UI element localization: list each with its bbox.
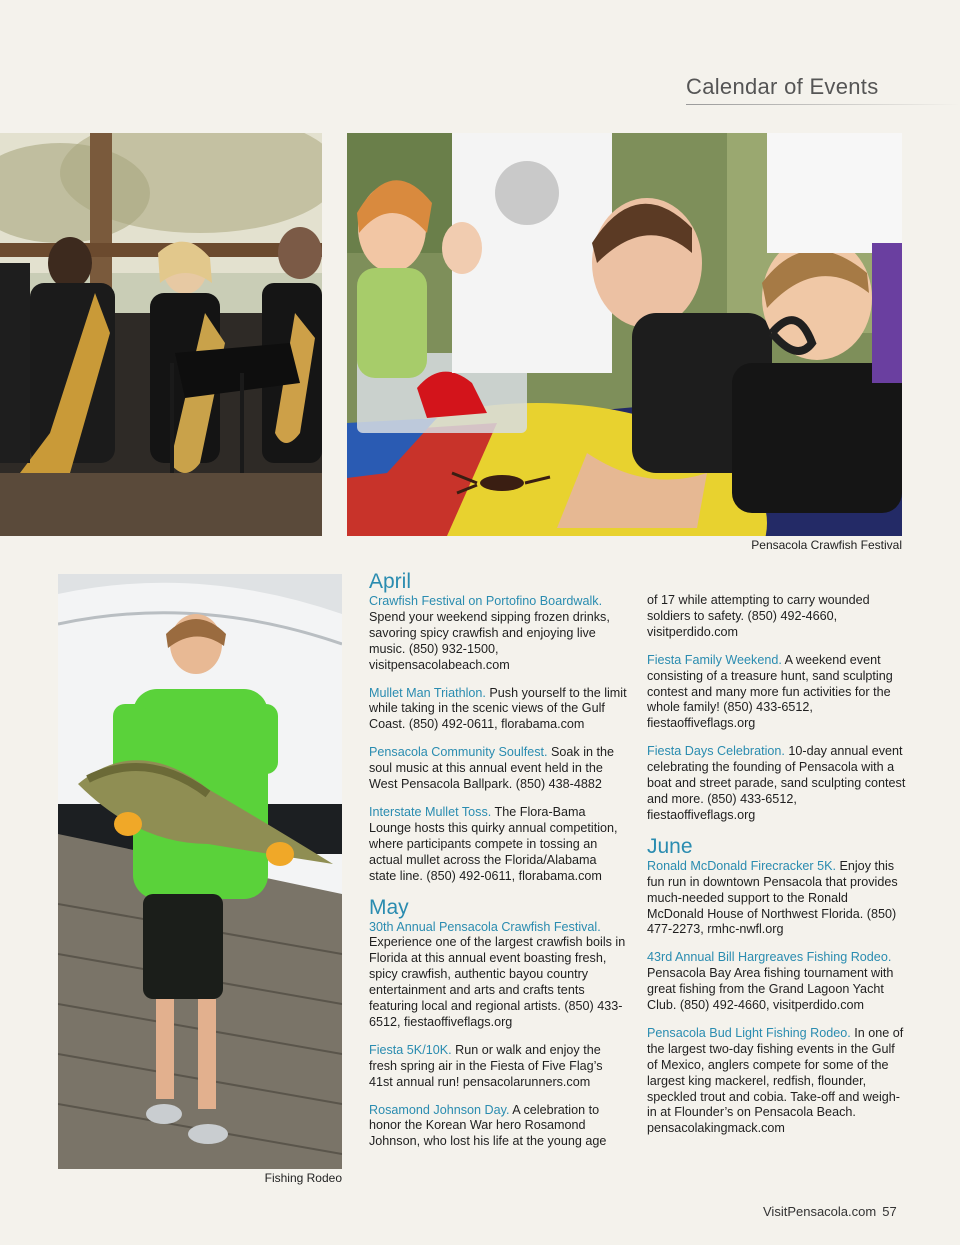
event-item	[647, 653, 907, 733]
event-description: Enjoy this fun run in downtown Pensacola that provides much-needed support to the Ronald McDonald House of Northwest Florida. (850) 477-2273, rmhc-nwfl.org	[647, 858, 898, 937]
event-description: Push yourself to the limit while taking in the scenic views of the Gulf Coast. (850) 492-0611, florabama.com	[369, 685, 627, 732]
event-item-continued	[647, 593, 907, 641]
month-heading-may: May	[369, 895, 409, 919]
event-description: Experience one of the largest crawfish boils in Florida at this annual event boasting fresh, spicy crawfish, authentic bayou country entertainment and arts and crafts tents featuring local and regional artists. (850) 433-6512, fiestaoffiveflags.org	[369, 935, 626, 1029]
event-description: A weekend event consisting of a treasure hunt, sand sculpting contest and many more fun activities for the whole family! (850) 433-6512, fiestaoffiveflags.org	[647, 652, 893, 731]
event-name: Interstate Mullet Toss.	[369, 804, 492, 819]
event-name: 30th Annual Pensacola Crawfish Festival.	[369, 919, 601, 934]
events-column-right	[647, 593, 907, 1149]
events-column-left	[369, 571, 627, 1162]
event-name: Fiesta 5K/10K.	[369, 1042, 452, 1057]
event-item	[369, 745, 627, 793]
crawfish-festival-photo	[347, 133, 902, 536]
event-name: Rosamond Johnson Day.	[369, 1102, 510, 1117]
event-item	[369, 1103, 627, 1151]
event-name: Crawfish Festival on Portofino Boardwalk.	[369, 594, 603, 608]
event-name: Mullet Man Triathlon.	[369, 685, 486, 700]
page-title: Calendar of Events	[686, 74, 879, 99]
event-item	[369, 1043, 627, 1091]
title-rule	[686, 104, 960, 105]
event-item	[647, 859, 907, 939]
event-description: The Flora-Bama Lounge hosts this quirky annual competition, where participants compete in tossing an actual mullet across the Florida/Alabama state line. (850) 492-0611, florabama.com	[369, 804, 618, 883]
month-heading-april: April	[369, 570, 412, 593]
event-item	[647, 744, 907, 824]
fishing-rodeo-photo	[58, 574, 342, 1169]
event-name: Ronald McDonald Firecracker 5K.	[647, 858, 836, 873]
event-item	[647, 1026, 907, 1137]
event-description: 10-day annual event celebrating the founding of Pensacola with a boat and street parade, sand sculpting contest and more. (850) 433-6512, fiestaoffiveflags.org	[647, 744, 906, 822]
event-description: Spend your weekend sipping frozen drinks, savoring spicy crawfish and enjoying live music. (850) 932-1500, visitpensacolabeach.com	[369, 609, 610, 672]
band-photo	[0, 133, 322, 536]
event-description: Run or walk and enjoy the fresh spring air in the Fiesta of Five Flag’s 41st annual run! pensacolarunners.com	[369, 1042, 603, 1089]
event-item	[369, 594, 627, 674]
event-description: Soak in the soul music at this annual event held in the West Pensacola Ballpark. (850) 438-4882	[369, 745, 615, 792]
event-description: In one of the largest two-day fishing events in the Gulf of Mexico, anglers compete for some of the largest king mackerel, redfish, flounder, speckled trout and cobia. Take-off and weigh-in at Flounder’s on Pensacola Beach. pensacolakingmack.com	[647, 1025, 904, 1136]
event-name: Fiesta Days Celebration.	[647, 744, 785, 759]
event-description: of 17 while attempting to carry wounded soldiers to safety. (850) 492-4660, visitperdido.com	[647, 593, 870, 639]
month-heading-june: June	[647, 834, 693, 858]
page-number: 57	[882, 1204, 897, 1219]
event-description: Pensacola Bay Area fishing tournament with great fishing from the Grand Lagoon Yacht Club. (850) 492-4660, visitperdido.com	[647, 966, 894, 1013]
event-item	[369, 686, 627, 734]
event-item	[369, 805, 627, 885]
footer-site: VisitPensacola.com	[763, 1204, 877, 1219]
event-item	[369, 920, 627, 1031]
event-item	[647, 950, 907, 1014]
crawfish-photo-caption: Pensacola Crawfish Festival	[751, 538, 902, 552]
event-name: 43rd Annual Bill Hargreaves Fishing Rodeo.	[647, 950, 892, 965]
page-footer	[763, 1204, 897, 1219]
event-name: Fiesta Family Weekend.	[647, 652, 782, 667]
event-description: A celebration to honor the Korean War hero Rosamond Johnson, who lost his life at the young age	[369, 1102, 607, 1149]
event-name: Pensacola Bud Light Fishing Rodeo.	[647, 1025, 851, 1040]
fishing-photo-caption: Fishing Rodeo	[264, 1171, 342, 1185]
event-name: Pensacola Community Soulfest.	[369, 745, 548, 760]
